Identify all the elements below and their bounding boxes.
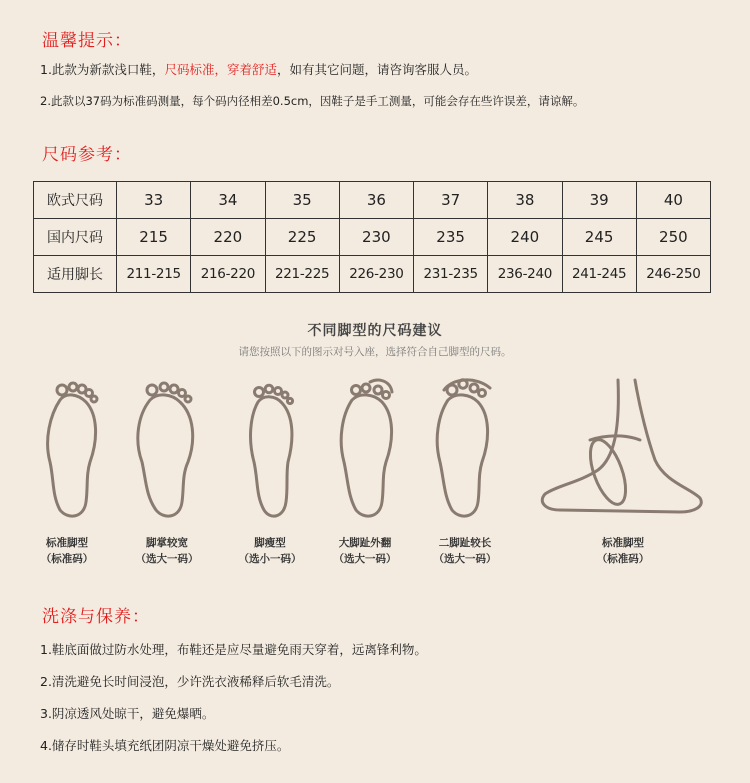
foot-caption-thin [215, 535, 325, 567]
foot-caption-wide [112, 535, 222, 567]
care-title: 洗涤与保养： [42, 607, 150, 627]
tips-line-1 [40, 60, 477, 78]
size-row-head: 欧式尺码 [34, 182, 117, 219]
tips-line-1-a: 1.此款为新款浅口鞋， [40, 62, 165, 77]
foot-caption-name: 二脚趾较长 [438, 537, 492, 549]
size-row-head: 国内尺码 [34, 219, 117, 256]
size-cell: 39 [562, 182, 636, 219]
foot-caption-standard [12, 535, 122, 567]
size-cell: 246-250 [636, 256, 710, 293]
foot-side-view-icon [542, 380, 701, 512]
size-cell: 226-230 [339, 256, 413, 293]
foot-caption-name: 标准脚型 [602, 537, 644, 549]
foot-bunion-icon [341, 380, 392, 516]
tips-line-1-c: ，如有其它问题，请咨询客服人员。 [276, 62, 477, 77]
foot-types-illustration [0, 370, 750, 525]
size-cell: 235 [414, 219, 488, 256]
size-cell: 35 [265, 182, 339, 219]
size-cell: 231-235 [414, 256, 488, 293]
size-cell: 250 [636, 219, 710, 256]
size-cell: 37 [414, 182, 488, 219]
foot-caption-name: 脚掌较宽 [146, 537, 188, 549]
care-item: 4.储存时鞋头填充纸团阴凉干燥处避免挤压。 [40, 738, 290, 753]
foot-caption-advice: （选大一码） [433, 553, 497, 565]
foot-thin-icon [251, 385, 293, 516]
size-cell: 40 [636, 182, 710, 219]
size-cell: 33 [117, 182, 191, 219]
foot-caption-name: 标准脚型 [46, 537, 88, 549]
size-cell: 215 [117, 219, 191, 256]
size-cell: 241-245 [562, 256, 636, 293]
size-cell: 221-225 [265, 256, 339, 293]
foot-caption-name: 脚瘦型 [254, 537, 286, 549]
size-cell: 211-215 [117, 256, 191, 293]
foot-types-subtitle: 请您按照以下的图示对号入座，选择符合自己脚型的尺码。 [238, 346, 512, 358]
size-table [33, 181, 711, 293]
size-row-length [34, 256, 711, 293]
foot-caption-advice: （标准码） [40, 553, 94, 565]
size-row-eu [34, 182, 711, 219]
size-cell: 38 [488, 182, 562, 219]
size-cell: 230 [339, 219, 413, 256]
foot-caption-advice: （选小一码） [238, 553, 302, 565]
size-cell: 225 [265, 219, 339, 256]
care-item: 1.鞋底面做过防水处理，布鞋还是应尽量避免雨天穿着，远离锋利物。 [40, 642, 427, 657]
size-cell: 236-240 [488, 256, 562, 293]
tips-title: 温馨提示： [42, 31, 132, 51]
foot-wide-icon [138, 383, 193, 516]
foot-types-title: 不同脚型的尺码建议 [307, 323, 443, 339]
foot-caption-side-standard [568, 535, 678, 567]
foot-caption-name: 大脚趾外翻 [338, 537, 392, 549]
size-cell: 240 [488, 219, 562, 256]
foot-caption-long-second-toe [410, 535, 520, 567]
foot-long-second-toe-icon [437, 380, 490, 516]
size-cell: 36 [339, 182, 413, 219]
foot-caption-advice: （选大一码） [333, 553, 397, 565]
size-cell: 34 [191, 182, 265, 219]
size-cell: 216-220 [191, 256, 265, 293]
tips-line-1-highlight: 尺码标准，穿着舒适 [164, 62, 277, 77]
size-row-cn [34, 219, 711, 256]
foot-caption-bunion [310, 535, 420, 567]
size-cell: 220 [191, 219, 265, 256]
foot-caption-advice: （选大一码） [135, 553, 199, 565]
size-ref-title: 尺码参考： [42, 145, 132, 165]
care-item: 2.清洗避免长时间浸泡，少许洗衣液稀释后软毛清洗。 [40, 674, 340, 689]
size-cell: 245 [562, 219, 636, 256]
foot-standard-icon [48, 383, 97, 516]
foot-caption-advice: （标准码） [596, 553, 650, 565]
size-row-head: 适用脚长 [34, 256, 117, 293]
tips-line-2: 2.此款以37码为标准码测量，每个码内径相差0.5cm，因鞋子是手工测量，可能会存在些许误差，请谅解。 [40, 94, 585, 108]
care-item: 3.阴凉透风处晾干，避免爆晒。 [40, 706, 215, 721]
